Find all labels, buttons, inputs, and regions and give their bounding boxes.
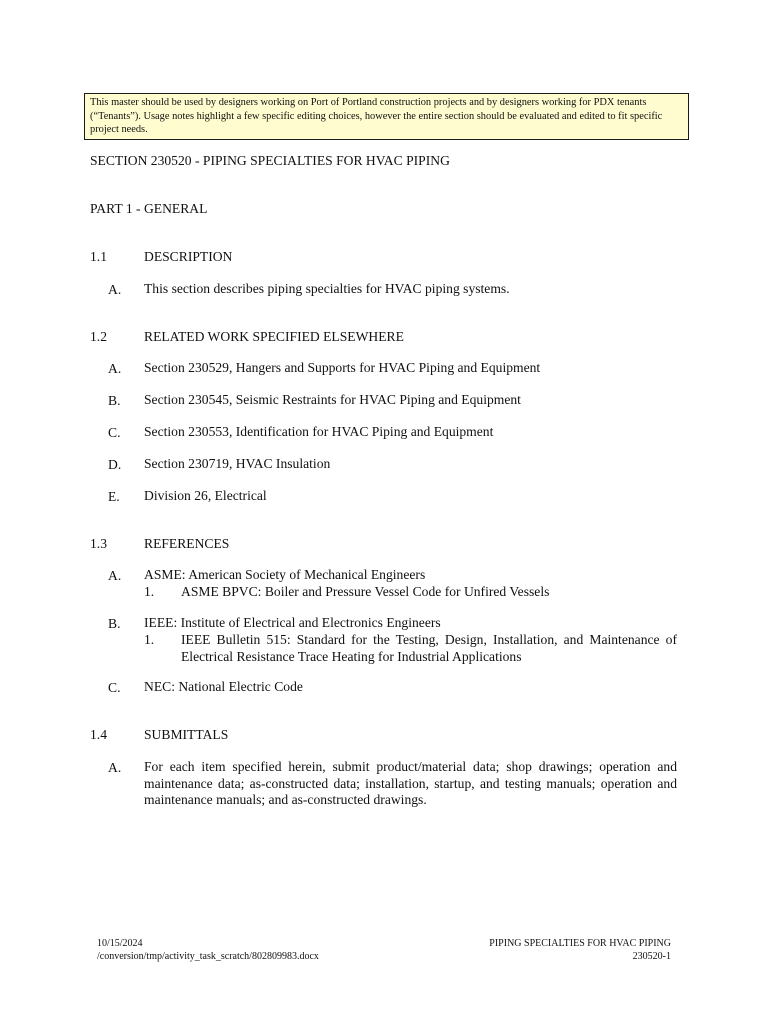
footer-section-title: PIPING SPECIALTIES FOR HVAC PIPING <box>489 938 671 949</box>
subparagraph-text: IEEE Bulletin 515: Standard for the Testing, Design, Installation, and Maintenance of Electrical Resistance Trace Heating for Industrial Applications <box>181 632 677 664</box>
paragraph-letter: A. <box>108 361 122 376</box>
section-title: SECTION 230520 - PIPING SPECIALTIES FOR HVAC PIPING <box>90 153 450 168</box>
paragraph-letter: A. <box>108 760 122 775</box>
footer-left <box>97 937 319 963</box>
footer-right <box>489 937 671 963</box>
paragraph-text: For each item specified herein, submit product/material data; shop drawings; operation and maintenance data; as-constructed data; installation, startup, and testing manuals; operation and maintenance manuals; and as-constructed drawings. <box>144 759 677 808</box>
footer-page-number: 230520-1 <box>632 951 671 962</box>
paragraph-text: Section 230719, HVAC Insulation <box>144 456 331 471</box>
paragraph-letter: C. <box>108 425 121 440</box>
subparagraph-text: ASME BPVC: Boiler and Pressure Vessel Code for Unfired Vessels <box>181 584 550 599</box>
paragraph-letter: B. <box>108 393 121 408</box>
paragraph-text: Section 230529, Hangers and Supports for HVAC Piping and Equipment <box>144 360 541 375</box>
paragraph-text: Section 230553, Identification for HVAC Piping and Equipment <box>144 424 494 439</box>
subparagraph-number: 1. <box>144 632 155 647</box>
article-title: DESCRIPTION <box>144 249 233 264</box>
article-number: 1.3 <box>90 536 107 551</box>
paragraph-text: ASME: American Society of Mechanical Engineers <box>144 567 426 582</box>
paragraph-letter: B. <box>108 616 121 631</box>
article-number: 1.2 <box>90 329 107 344</box>
article-title: REFERENCES <box>144 536 230 551</box>
part-title: PART 1 - GENERAL <box>90 201 208 216</box>
paragraph-letter: D. <box>108 457 122 472</box>
footer-date: 10/15/2024 <box>97 938 143 949</box>
footer-file-path: /conversion/tmp/activity_task_scratch/802809983.docx <box>97 951 319 962</box>
article-number: 1.4 <box>90 727 107 742</box>
paragraph-letter: E. <box>108 489 120 504</box>
subparagraph-number: 1. <box>144 584 155 599</box>
paragraph-letter: A. <box>108 568 122 583</box>
paragraph-text: Section 230545, Seismic Restraints for HVAC Piping and Equipment <box>144 392 521 407</box>
paragraph-text: Division 26, Electrical <box>144 488 267 503</box>
paragraph-text: NEC: National Electric Code <box>144 679 303 694</box>
article-title: RELATED WORK SPECIFIED ELSEWHERE <box>144 329 404 344</box>
usage-note-box: This master should be used by designers working on Port of Portland construction projects and by designers working for PDX tenants (“Tenants”). Usage notes highlight a few specific editing choices, however the entire section should be evaluated and edited to fit specific project needs. <box>84 93 689 140</box>
article-title: SUBMITTALS <box>144 727 229 742</box>
paragraph-letter: A. <box>108 282 122 297</box>
paragraph-letter: C. <box>108 680 121 695</box>
paragraph-text: This section describes piping specialties for HVAC piping systems. <box>144 281 510 296</box>
article-number: 1.1 <box>90 249 107 264</box>
paragraph-text: IEEE: Institute of Electrical and Electronics Engineers <box>144 615 441 630</box>
